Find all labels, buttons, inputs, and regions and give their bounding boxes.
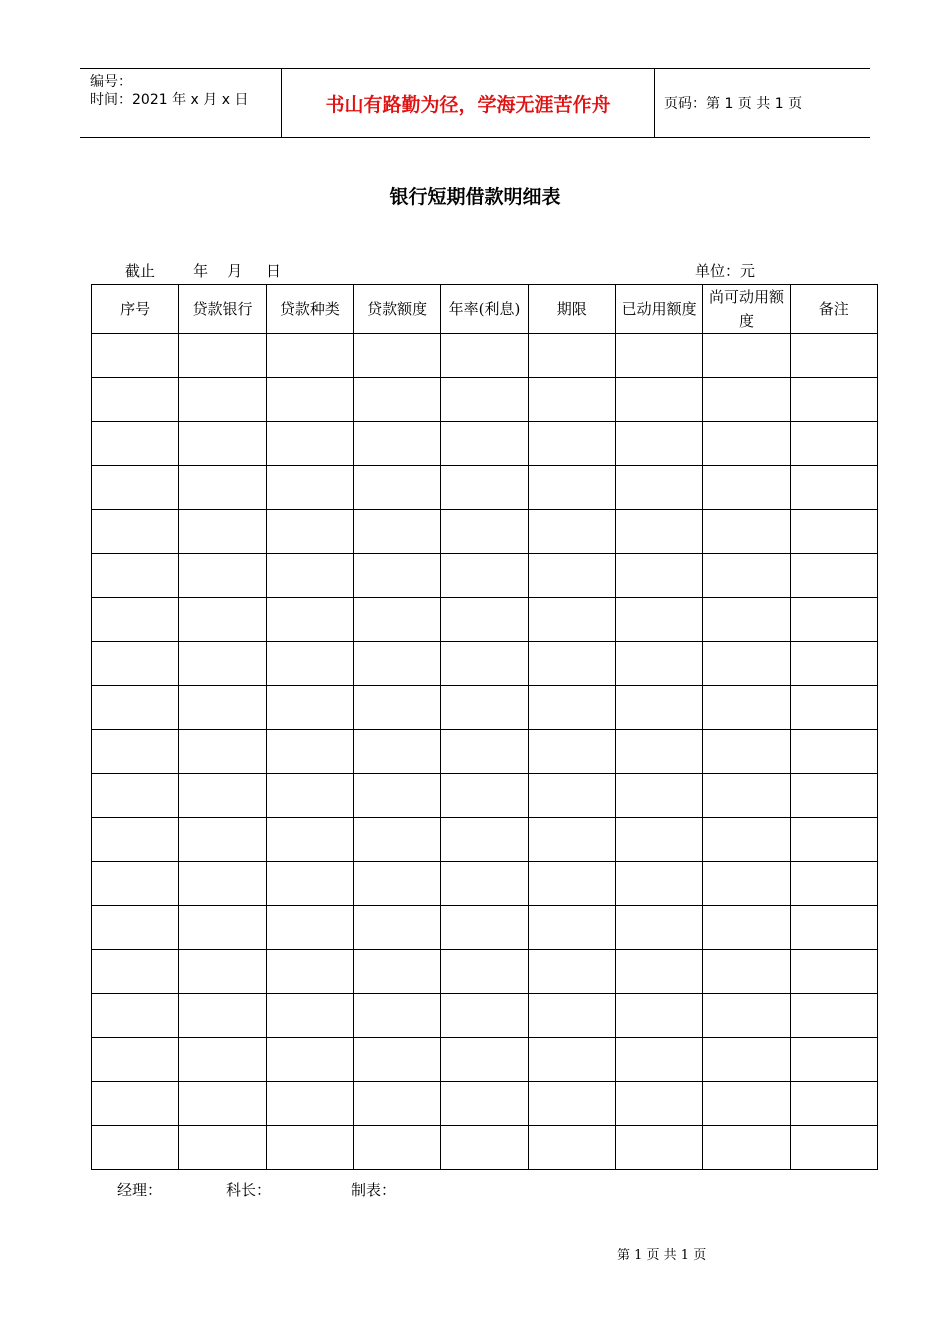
table-cell [703,950,790,994]
table-cell [615,862,702,906]
table-cell [615,554,702,598]
column-header: 备注 [790,285,877,334]
table-cell [615,1038,702,1082]
table-row [92,906,878,950]
table-cell [528,994,615,1038]
table-cell [266,466,353,510]
table-cell [92,774,179,818]
table-header-row [92,285,878,334]
table-cell [92,730,179,774]
page-info: 页码：第 1 页 共 1 页 [664,96,803,112]
table-cell [441,510,528,554]
table-cell [353,510,440,554]
table-cell [703,862,790,906]
table-cell [528,774,615,818]
table-cell [790,598,877,642]
table-cell [179,686,266,730]
table-cell [179,950,266,994]
table-cell [441,334,528,378]
table-cell [353,466,440,510]
table-cell [266,510,353,554]
table-cell [92,334,179,378]
table-cell [353,642,440,686]
table-row [92,378,878,422]
table-cell [353,686,440,730]
table-cell [790,774,877,818]
table-cell [353,554,440,598]
table-row [92,642,878,686]
table-cell [615,906,702,950]
table-cell [353,950,440,994]
table-row [92,818,878,862]
table-cell [92,1038,179,1082]
table-cell [441,466,528,510]
table-cell [92,1082,179,1126]
table-cell [528,818,615,862]
table-body [92,334,878,1170]
table-cell [266,1126,353,1170]
loan-detail-table [91,284,878,1170]
table-cell [92,950,179,994]
table-row [92,1038,878,1082]
table-row [92,466,878,510]
table-cell [441,554,528,598]
table-cell [179,422,266,466]
table-cell [353,862,440,906]
table-row [92,730,878,774]
table-cell [179,1038,266,1082]
table-cell [441,994,528,1038]
table-cell [790,642,877,686]
table-cell [790,686,877,730]
page-number: 第 1 页 共 1 页 [617,1248,707,1263]
table-row [92,1082,878,1126]
table-cell [179,510,266,554]
number-label: 编号： [90,74,132,90]
table-cell [441,862,528,906]
table-cell [790,818,877,862]
table-cell [441,1038,528,1082]
table-cell [266,642,353,686]
table-cell [615,1126,702,1170]
document-title: 银行短期借款明细表 [389,186,561,208]
table-cell [528,554,615,598]
table-cell [528,466,615,510]
table-row [92,422,878,466]
table-cell [615,686,702,730]
table-cell [179,730,266,774]
table-cell [266,818,353,862]
column-header: 序号 [92,285,179,334]
table-cell [528,642,615,686]
table-cell [179,554,266,598]
table-cell [703,422,790,466]
table-cell [92,598,179,642]
table-row [92,950,878,994]
table-cell [528,1038,615,1082]
column-header: 年率(利息) [441,285,528,334]
table-cell [441,378,528,422]
table-cell [266,598,353,642]
table-cell [790,1126,877,1170]
header-motto-cell [282,69,655,137]
table-cell [790,422,877,466]
table-cell [703,554,790,598]
table-cell [441,686,528,730]
column-header: 贷款银行 [179,285,266,334]
table-cell [266,994,353,1038]
table-cell [92,686,179,730]
table-cell [353,730,440,774]
table-row [92,686,878,730]
table-cell [353,818,440,862]
column-header: 期限 [528,285,615,334]
time-label: 时间：2021 年 x 月 x 日 [90,92,249,108]
table-cell [528,730,615,774]
table-cell [528,950,615,994]
table-cell [790,906,877,950]
table-cell [353,378,440,422]
table-cell [266,378,353,422]
table-cell [790,1082,877,1126]
table-cell [266,730,353,774]
table-cell [92,378,179,422]
header-left-cell [80,69,282,137]
table-cell [790,1038,877,1082]
table-cell [266,950,353,994]
column-header: 贷款种类 [266,285,353,334]
table-cell [703,1038,790,1082]
table-cell [179,378,266,422]
table-cell [615,642,702,686]
table-cell [353,422,440,466]
table-cell [179,466,266,510]
table-cell [615,994,702,1038]
table-cell [179,1082,266,1126]
table-cell [441,1082,528,1126]
table-row [92,994,878,1038]
table-cell [353,1038,440,1082]
table-cell [353,774,440,818]
manager-signature: 经理： [117,1181,163,1199]
table-cell [790,862,877,906]
table-cell [790,730,877,774]
table-cell [266,686,353,730]
table-row [92,334,878,378]
table-cell [441,774,528,818]
table-cell [92,466,179,510]
document-header [80,68,870,138]
table-cell [615,378,702,422]
table-cell [353,1082,440,1126]
table-cell [703,994,790,1038]
table-cell [790,510,877,554]
table-cell [703,466,790,510]
table-cell [703,642,790,686]
table-cell [266,862,353,906]
table-cell [703,730,790,774]
table-row [92,862,878,906]
table-cell [703,686,790,730]
column-header: 已动用额度 [615,285,702,334]
table-cell [92,862,179,906]
table-cell [615,466,702,510]
table-cell [179,818,266,862]
table-cell [703,598,790,642]
table-cell [528,862,615,906]
as-of-date: 截止 年 月 日 [125,262,282,280]
prepared-by-signature: 制表： [351,1181,397,1199]
section-chief-signature: 科长： [226,1181,272,1199]
table-cell [179,906,266,950]
table-cell [266,554,353,598]
table-row [92,510,878,554]
table-cell [353,994,440,1038]
table-cell [441,906,528,950]
table-cell [266,334,353,378]
table-cell [441,730,528,774]
table-cell [528,422,615,466]
table-cell [528,510,615,554]
table-cell [615,598,702,642]
table-cell [266,422,353,466]
table-cell [615,334,702,378]
table-cell [703,510,790,554]
table-cell [92,818,179,862]
table-cell [179,774,266,818]
table-cell [266,774,353,818]
table-cell [179,598,266,642]
table-cell [703,334,790,378]
table-cell [441,598,528,642]
table-cell [528,1126,615,1170]
table-cell [615,1082,702,1126]
table-cell [703,774,790,818]
table-cell [703,378,790,422]
table-cell [441,642,528,686]
table-cell [790,378,877,422]
table-cell [790,334,877,378]
table-cell [179,334,266,378]
table-cell [266,906,353,950]
table-row [92,598,878,642]
table-cell [703,906,790,950]
table-cell [790,994,877,1038]
table-cell [615,774,702,818]
table-cell [353,1126,440,1170]
table-cell [441,1126,528,1170]
table-cell [179,642,266,686]
table-cell [790,466,877,510]
table-cell [92,510,179,554]
table-cell [179,994,266,1038]
table-cell [528,1082,615,1126]
table-cell [92,554,179,598]
unit-label: 单位：元 [695,262,756,280]
table-cell [92,642,179,686]
table-cell [615,950,702,994]
table-cell [615,510,702,554]
table-cell [615,818,702,862]
header-right-cell [655,69,870,137]
table-cell [528,334,615,378]
motto: 书山有路勤为径，学海无涯苦作舟 [325,94,611,116]
table-cell [703,1126,790,1170]
table-cell [92,906,179,950]
table-cell [703,1082,790,1126]
table-cell [528,906,615,950]
table-cell [353,906,440,950]
table-cell [92,422,179,466]
table-cell [441,950,528,994]
table-cell [615,730,702,774]
table-cell [790,950,877,994]
table-cell [441,818,528,862]
table-cell [528,598,615,642]
table-cell [92,994,179,1038]
table-cell [353,334,440,378]
table-row [92,774,878,818]
table-cell [790,554,877,598]
table-cell [703,818,790,862]
table-cell [615,422,702,466]
table-cell [179,862,266,906]
table-cell [528,378,615,422]
table-row [92,1126,878,1170]
table-cell [179,1126,266,1170]
table-cell [266,1082,353,1126]
table-row [92,554,878,598]
table-cell [441,422,528,466]
table-cell [266,1038,353,1082]
table-cell [528,686,615,730]
column-header: 贷款额度 [353,285,440,334]
table-cell [92,1126,179,1170]
column-header: 尚可动用额度 [703,285,790,334]
table-cell [353,598,440,642]
